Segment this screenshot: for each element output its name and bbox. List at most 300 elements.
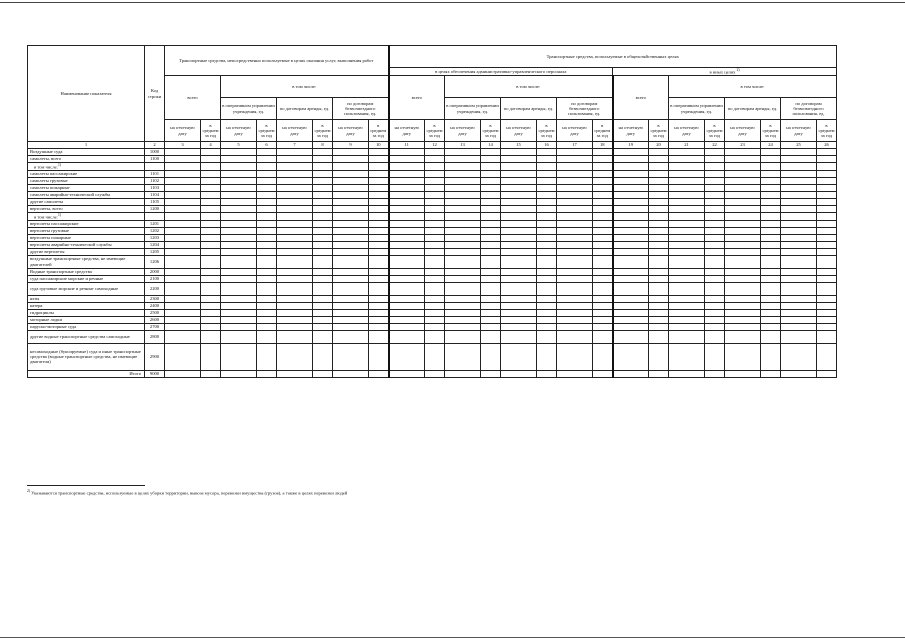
value-cell[interactable] xyxy=(257,170,277,177)
value-cell[interactable] xyxy=(277,248,313,255)
value-cell[interactable] xyxy=(445,330,481,343)
value-cell[interactable] xyxy=(201,205,221,212)
value-cell[interactable] xyxy=(445,177,481,184)
value-cell[interactable] xyxy=(649,227,669,234)
value-cell[interactable] xyxy=(781,255,817,268)
value-cell[interactable] xyxy=(593,212,613,220)
value-cell[interactable] xyxy=(277,156,313,163)
value-cell[interactable] xyxy=(257,191,277,198)
value-cell[interactable] xyxy=(649,316,669,323)
value-cell[interactable] xyxy=(201,323,221,330)
value-cell[interactable] xyxy=(333,316,369,323)
value-cell[interactable] xyxy=(669,220,705,227)
value-cell[interactable] xyxy=(277,191,313,198)
value-cell[interactable] xyxy=(725,316,761,323)
value-cell[interactable] xyxy=(165,343,201,370)
value-cell[interactable] xyxy=(425,163,445,171)
value-cell[interactable] xyxy=(445,156,481,163)
value-cell[interactable] xyxy=(705,149,725,156)
value-cell[interactable] xyxy=(725,149,761,156)
value-cell[interactable] xyxy=(257,295,277,302)
value-cell[interactable] xyxy=(425,295,445,302)
value-cell[interactable] xyxy=(557,282,593,295)
value-cell[interactable] xyxy=(705,255,725,268)
value-cell[interactable] xyxy=(537,309,557,316)
value-cell[interactable] xyxy=(501,255,537,268)
value-cell[interactable] xyxy=(201,370,221,377)
value-cell[interactable] xyxy=(369,198,389,205)
value-cell[interactable] xyxy=(781,302,817,309)
value-cell[interactable] xyxy=(425,268,445,275)
value-cell[interactable] xyxy=(613,227,649,234)
value-cell[interactable] xyxy=(593,205,613,212)
value-cell[interactable] xyxy=(817,163,837,171)
value-cell[interactable] xyxy=(781,268,817,275)
value-cell[interactable] xyxy=(649,302,669,309)
value-cell[interactable] xyxy=(669,275,705,282)
value-cell[interactable] xyxy=(817,149,837,156)
value-cell[interactable] xyxy=(389,212,425,220)
value-cell[interactable] xyxy=(557,275,593,282)
value-cell[interactable] xyxy=(817,316,837,323)
value-cell[interactable] xyxy=(201,156,221,163)
value-cell[interactable] xyxy=(613,255,649,268)
value-cell[interactable] xyxy=(817,241,837,248)
value-cell[interactable] xyxy=(649,255,669,268)
value-cell[interactable] xyxy=(313,268,333,275)
value-cell[interactable] xyxy=(369,282,389,295)
value-cell[interactable] xyxy=(669,227,705,234)
value-cell[interactable] xyxy=(593,241,613,248)
value-cell[interactable] xyxy=(705,220,725,227)
value-cell[interactable] xyxy=(761,309,781,316)
value-cell[interactable] xyxy=(761,268,781,275)
value-cell[interactable] xyxy=(725,323,761,330)
value-cell[interactable] xyxy=(593,309,613,316)
value-cell[interactable] xyxy=(781,227,817,234)
value-cell[interactable] xyxy=(817,177,837,184)
value-cell[interactable] xyxy=(389,198,425,205)
value-cell[interactable] xyxy=(445,205,481,212)
value-cell[interactable] xyxy=(369,268,389,275)
value-cell[interactable] xyxy=(781,212,817,220)
value-cell[interactable] xyxy=(425,177,445,184)
value-cell[interactable] xyxy=(725,282,761,295)
value-cell[interactable] xyxy=(165,170,201,177)
value-cell[interactable] xyxy=(481,282,501,295)
value-cell[interactable] xyxy=(593,220,613,227)
value-cell[interactable] xyxy=(705,316,725,323)
value-cell[interactable] xyxy=(257,309,277,316)
value-cell[interactable] xyxy=(201,191,221,198)
value-cell[interactable] xyxy=(201,302,221,309)
value-cell[interactable] xyxy=(369,191,389,198)
value-cell[interactable] xyxy=(761,205,781,212)
value-cell[interactable] xyxy=(277,212,313,220)
value-cell[interactable] xyxy=(221,255,257,268)
value-cell[interactable] xyxy=(165,330,201,343)
value-cell[interactable] xyxy=(537,198,557,205)
value-cell[interactable] xyxy=(313,191,333,198)
value-cell[interactable] xyxy=(761,248,781,255)
value-cell[interactable] xyxy=(165,198,201,205)
value-cell[interactable] xyxy=(501,198,537,205)
value-cell[interactable] xyxy=(277,316,313,323)
value-cell[interactable] xyxy=(669,149,705,156)
value-cell[interactable] xyxy=(593,248,613,255)
value-cell[interactable] xyxy=(389,177,425,184)
value-cell[interactable] xyxy=(313,227,333,234)
value-cell[interactable] xyxy=(761,227,781,234)
value-cell[interactable] xyxy=(613,156,649,163)
value-cell[interactable] xyxy=(761,156,781,163)
value-cell[interactable] xyxy=(257,370,277,377)
value-cell[interactable] xyxy=(593,316,613,323)
value-cell[interactable] xyxy=(369,177,389,184)
value-cell[interactable] xyxy=(501,302,537,309)
value-cell[interactable] xyxy=(557,177,593,184)
value-cell[interactable] xyxy=(257,184,277,191)
value-cell[interactable] xyxy=(669,282,705,295)
value-cell[interactable] xyxy=(445,255,481,268)
value-cell[interactable] xyxy=(669,370,705,377)
value-cell[interactable] xyxy=(445,323,481,330)
value-cell[interactable] xyxy=(761,282,781,295)
value-cell[interactable] xyxy=(705,234,725,241)
value-cell[interactable] xyxy=(501,220,537,227)
value-cell[interactable] xyxy=(649,330,669,343)
value-cell[interactable] xyxy=(537,241,557,248)
value-cell[interactable] xyxy=(389,275,425,282)
value-cell[interactable] xyxy=(221,295,257,302)
value-cell[interactable] xyxy=(445,220,481,227)
value-cell[interactable] xyxy=(725,302,761,309)
value-cell[interactable] xyxy=(613,343,649,370)
value-cell[interactable] xyxy=(705,177,725,184)
value-cell[interactable] xyxy=(761,370,781,377)
value-cell[interactable] xyxy=(501,156,537,163)
value-cell[interactable] xyxy=(333,282,369,295)
value-cell[interactable] xyxy=(221,220,257,227)
value-cell[interactable] xyxy=(313,184,333,191)
value-cell[interactable] xyxy=(537,163,557,171)
value-cell[interactable] xyxy=(221,248,257,255)
value-cell[interactable] xyxy=(369,163,389,171)
value-cell[interactable] xyxy=(389,149,425,156)
value-cell[interactable] xyxy=(257,212,277,220)
value-cell[interactable] xyxy=(445,163,481,171)
value-cell[interactable] xyxy=(593,227,613,234)
value-cell[interactable] xyxy=(557,227,593,234)
value-cell[interactable] xyxy=(761,330,781,343)
value-cell[interactable] xyxy=(425,205,445,212)
value-cell[interactable] xyxy=(277,170,313,177)
value-cell[interactable] xyxy=(593,163,613,171)
value-cell[interactable] xyxy=(725,212,761,220)
value-cell[interactable] xyxy=(313,149,333,156)
value-cell[interactable] xyxy=(257,255,277,268)
value-cell[interactable] xyxy=(481,343,501,370)
value-cell[interactable] xyxy=(201,275,221,282)
value-cell[interactable] xyxy=(613,184,649,191)
value-cell[interactable] xyxy=(201,198,221,205)
value-cell[interactable] xyxy=(425,343,445,370)
value-cell[interactable] xyxy=(313,220,333,227)
value-cell[interactable] xyxy=(389,191,425,198)
value-cell[interactable] xyxy=(817,212,837,220)
value-cell[interactable] xyxy=(221,198,257,205)
value-cell[interactable] xyxy=(333,255,369,268)
value-cell[interactable] xyxy=(313,323,333,330)
value-cell[interactable] xyxy=(221,156,257,163)
value-cell[interactable] xyxy=(257,248,277,255)
value-cell[interactable] xyxy=(817,343,837,370)
value-cell[interactable] xyxy=(389,170,425,177)
value-cell[interactable] xyxy=(333,220,369,227)
value-cell[interactable] xyxy=(389,184,425,191)
value-cell[interactable] xyxy=(481,309,501,316)
value-cell[interactable] xyxy=(501,184,537,191)
value-cell[interactable] xyxy=(165,163,201,171)
value-cell[interactable] xyxy=(333,309,369,316)
value-cell[interactable] xyxy=(277,282,313,295)
value-cell[interactable] xyxy=(613,282,649,295)
value-cell[interactable] xyxy=(333,163,369,171)
value-cell[interactable] xyxy=(333,234,369,241)
value-cell[interactable] xyxy=(537,184,557,191)
value-cell[interactable] xyxy=(557,302,593,309)
value-cell[interactable] xyxy=(277,295,313,302)
value-cell[interactable] xyxy=(649,149,669,156)
value-cell[interactable] xyxy=(425,198,445,205)
value-cell[interactable] xyxy=(369,330,389,343)
value-cell[interactable] xyxy=(817,370,837,377)
value-cell[interactable] xyxy=(613,212,649,220)
value-cell[interactable] xyxy=(725,184,761,191)
value-cell[interactable] xyxy=(425,302,445,309)
value-cell[interactable] xyxy=(557,268,593,275)
value-cell[interactable] xyxy=(649,198,669,205)
value-cell[interactable] xyxy=(557,198,593,205)
value-cell[interactable] xyxy=(593,282,613,295)
value-cell[interactable] xyxy=(705,227,725,234)
value-cell[interactable] xyxy=(781,295,817,302)
value-cell[interactable] xyxy=(333,248,369,255)
value-cell[interactable] xyxy=(445,191,481,198)
value-cell[interactable] xyxy=(669,184,705,191)
value-cell[interactable] xyxy=(725,248,761,255)
value-cell[interactable] xyxy=(445,343,481,370)
value-cell[interactable] xyxy=(649,248,669,255)
value-cell[interactable] xyxy=(201,255,221,268)
value-cell[interactable] xyxy=(557,220,593,227)
value-cell[interactable] xyxy=(761,177,781,184)
value-cell[interactable] xyxy=(501,268,537,275)
value-cell[interactable] xyxy=(389,282,425,295)
value-cell[interactable] xyxy=(501,191,537,198)
value-cell[interactable] xyxy=(481,323,501,330)
value-cell[interactable] xyxy=(725,220,761,227)
value-cell[interactable] xyxy=(277,198,313,205)
value-cell[interactable] xyxy=(333,156,369,163)
value-cell[interactable] xyxy=(257,163,277,171)
value-cell[interactable] xyxy=(817,302,837,309)
value-cell[interactable] xyxy=(705,198,725,205)
value-cell[interactable] xyxy=(649,275,669,282)
value-cell[interactable] xyxy=(165,149,201,156)
value-cell[interactable] xyxy=(277,205,313,212)
value-cell[interactable] xyxy=(221,343,257,370)
value-cell[interactable] xyxy=(817,184,837,191)
value-cell[interactable] xyxy=(537,227,557,234)
value-cell[interactable] xyxy=(445,241,481,248)
value-cell[interactable] xyxy=(761,302,781,309)
value-cell[interactable] xyxy=(201,268,221,275)
value-cell[interactable] xyxy=(425,255,445,268)
value-cell[interactable] xyxy=(389,248,425,255)
value-cell[interactable] xyxy=(725,156,761,163)
value-cell[interactable] xyxy=(425,227,445,234)
value-cell[interactable] xyxy=(557,370,593,377)
value-cell[interactable] xyxy=(761,241,781,248)
value-cell[interactable] xyxy=(165,227,201,234)
value-cell[interactable] xyxy=(817,205,837,212)
value-cell[interactable] xyxy=(221,282,257,295)
value-cell[interactable] xyxy=(481,163,501,171)
value-cell[interactable] xyxy=(557,343,593,370)
value-cell[interactable] xyxy=(817,330,837,343)
value-cell[interactable] xyxy=(649,170,669,177)
value-cell[interactable] xyxy=(817,156,837,163)
value-cell[interactable] xyxy=(165,156,201,163)
value-cell[interactable] xyxy=(557,234,593,241)
value-cell[interactable] xyxy=(313,343,333,370)
value-cell[interactable] xyxy=(669,212,705,220)
value-cell[interactable] xyxy=(389,323,425,330)
value-cell[interactable] xyxy=(613,170,649,177)
value-cell[interactable] xyxy=(389,234,425,241)
value-cell[interactable] xyxy=(257,282,277,295)
value-cell[interactable] xyxy=(257,220,277,227)
value-cell[interactable] xyxy=(613,177,649,184)
value-cell[interactable] xyxy=(649,205,669,212)
value-cell[interactable] xyxy=(313,163,333,171)
value-cell[interactable] xyxy=(165,316,201,323)
value-cell[interactable] xyxy=(725,295,761,302)
value-cell[interactable] xyxy=(669,309,705,316)
value-cell[interactable] xyxy=(389,295,425,302)
value-cell[interactable] xyxy=(501,205,537,212)
value-cell[interactable] xyxy=(313,198,333,205)
value-cell[interactable] xyxy=(389,309,425,316)
value-cell[interactable] xyxy=(425,212,445,220)
value-cell[interactable] xyxy=(705,248,725,255)
value-cell[interactable] xyxy=(221,212,257,220)
value-cell[interactable] xyxy=(165,205,201,212)
value-cell[interactable] xyxy=(537,220,557,227)
value-cell[interactable] xyxy=(705,191,725,198)
value-cell[interactable] xyxy=(369,234,389,241)
value-cell[interactable] xyxy=(257,234,277,241)
value-cell[interactable] xyxy=(481,248,501,255)
value-cell[interactable] xyxy=(369,316,389,323)
value-cell[interactable] xyxy=(669,255,705,268)
value-cell[interactable] xyxy=(425,275,445,282)
value-cell[interactable] xyxy=(445,170,481,177)
value-cell[interactable] xyxy=(613,323,649,330)
value-cell[interactable] xyxy=(165,295,201,302)
value-cell[interactable] xyxy=(369,255,389,268)
value-cell[interactable] xyxy=(277,220,313,227)
value-cell[interactable] xyxy=(593,234,613,241)
value-cell[interactable] xyxy=(501,163,537,171)
value-cell[interactable] xyxy=(613,220,649,227)
value-cell[interactable] xyxy=(705,156,725,163)
value-cell[interactable] xyxy=(669,156,705,163)
value-cell[interactable] xyxy=(333,191,369,198)
value-cell[interactable] xyxy=(257,268,277,275)
value-cell[interactable] xyxy=(669,295,705,302)
value-cell[interactable] xyxy=(761,170,781,177)
value-cell[interactable] xyxy=(369,156,389,163)
value-cell[interactable] xyxy=(333,198,369,205)
value-cell[interactable] xyxy=(445,248,481,255)
value-cell[interactable] xyxy=(481,316,501,323)
value-cell[interactable] xyxy=(613,330,649,343)
value-cell[interactable] xyxy=(313,255,333,268)
value-cell[interactable] xyxy=(221,184,257,191)
value-cell[interactable] xyxy=(369,275,389,282)
value-cell[interactable] xyxy=(277,370,313,377)
value-cell[interactable] xyxy=(705,275,725,282)
value-cell[interactable] xyxy=(369,184,389,191)
value-cell[interactable] xyxy=(705,295,725,302)
value-cell[interactable] xyxy=(481,330,501,343)
value-cell[interactable] xyxy=(501,343,537,370)
value-cell[interactable] xyxy=(705,330,725,343)
value-cell[interactable] xyxy=(649,241,669,248)
value-cell[interactable] xyxy=(257,156,277,163)
value-cell[interactable] xyxy=(481,156,501,163)
value-cell[interactable] xyxy=(725,227,761,234)
value-cell[interactable] xyxy=(257,330,277,343)
value-cell[interactable] xyxy=(445,309,481,316)
value-cell[interactable] xyxy=(201,170,221,177)
value-cell[interactable] xyxy=(333,205,369,212)
value-cell[interactable] xyxy=(425,184,445,191)
value-cell[interactable] xyxy=(313,330,333,343)
value-cell[interactable] xyxy=(313,282,333,295)
value-cell[interactable] xyxy=(649,191,669,198)
value-cell[interactable] xyxy=(445,227,481,234)
value-cell[interactable] xyxy=(781,205,817,212)
value-cell[interactable] xyxy=(221,149,257,156)
value-cell[interactable] xyxy=(201,212,221,220)
value-cell[interactable] xyxy=(221,191,257,198)
value-cell[interactable] xyxy=(669,316,705,323)
value-cell[interactable] xyxy=(445,268,481,275)
value-cell[interactable] xyxy=(369,227,389,234)
value-cell[interactable] xyxy=(669,234,705,241)
value-cell[interactable] xyxy=(165,191,201,198)
value-cell[interactable] xyxy=(817,227,837,234)
value-cell[interactable] xyxy=(221,234,257,241)
value-cell[interactable] xyxy=(277,323,313,330)
value-cell[interactable] xyxy=(165,323,201,330)
value-cell[interactable] xyxy=(481,220,501,227)
value-cell[interactable] xyxy=(445,295,481,302)
value-cell[interactable] xyxy=(501,323,537,330)
